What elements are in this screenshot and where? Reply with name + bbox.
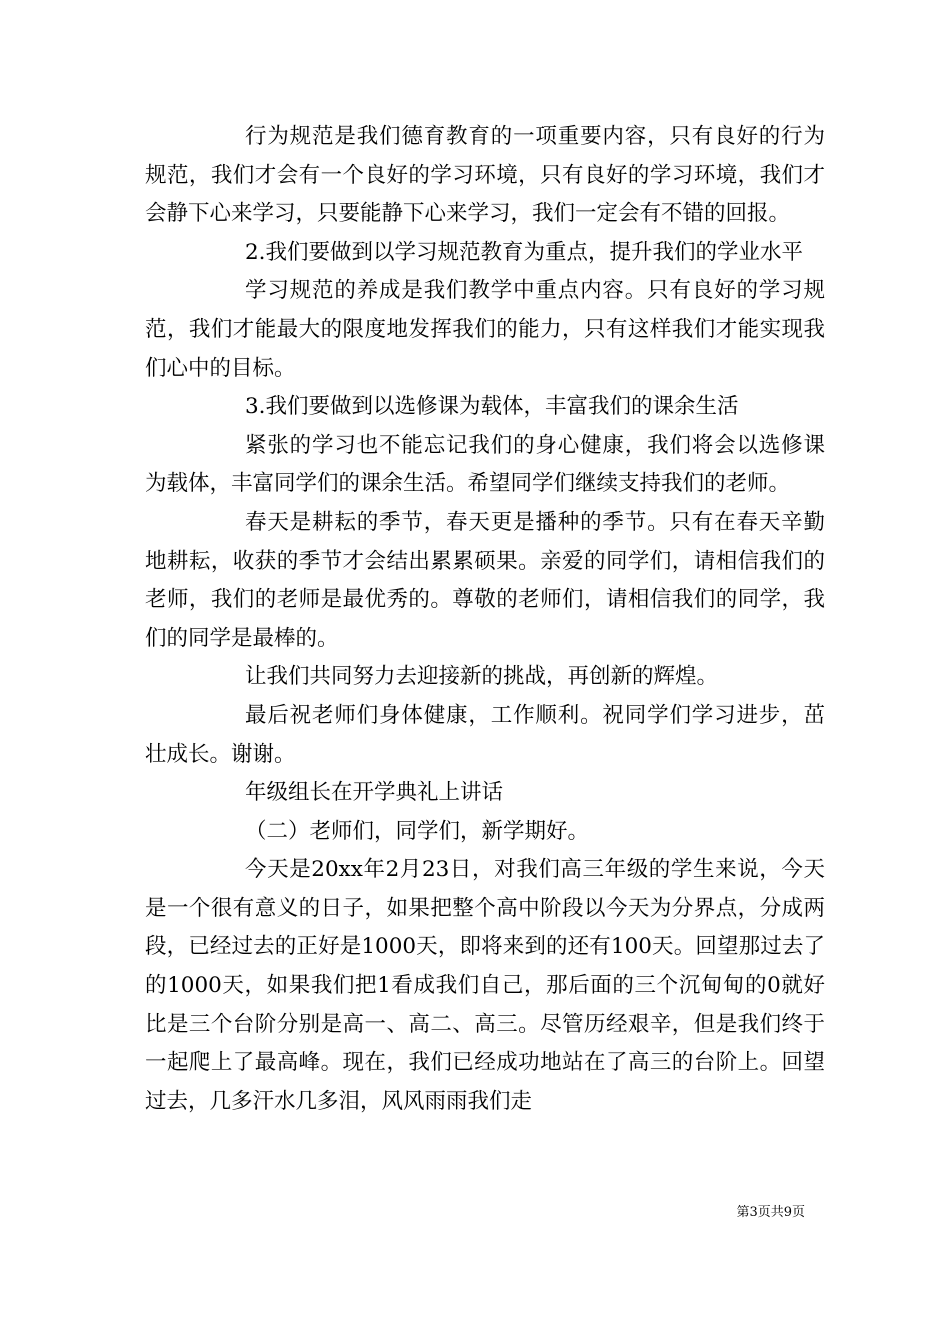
paragraph-closing-wishes: 最后祝老师们身体健康，工作顺利。祝同学们学习进步，茁壮成长。谢谢。 [145,702,825,767]
paragraph-behavior-norms: 行为规范是我们德育教育的一项重要内容，只有良好的行为规范，我们才会有一个良好的学习环境，只有良好的学习环境，我们才会静下心来学习，只要能静下心来学习，我们一定会有不错的回报。 [145,124,825,227]
section-heading-electives: 3.我们要做到以选修课为载体，丰富我们的课余生活 [245,394,739,420]
paragraph-challenge: 让我们共同努力去迎接新的挑战，再创新的辉煌。 [245,664,719,690]
paragraph-today: 今天是20xx年2月23日，对我们高三年级的学生来说，今天是一个很有意义的日子，如果把整个高中阶段以今天为分界点，分成两段，已经过去的正好是1000天，即将来到的还有100天。回望那过去了的1000天，如果我们把1看成我们自己，那后面的三个沉甸甸的0就好比是三个台阶分别是高一、高二、高三。尽管历经艰辛，但是我们终于一起爬上了最高峰。现在，我们已经成功地站在了高三的台阶上。回望过去，几多汗水几多泪，风风雨雨我们走 [145,857,825,1114]
paragraph-study-norms: 学习规范的养成是我们教学中重点内容。只有良好的学习规范，我们才能最大的限度地发挥我们的能力，只有这样我们才能实现我们心中的目标。 [145,278,825,381]
section-heading-study-norms: 2.我们要做到以学习规范教育为重点，提升我们的学业水平 [245,239,804,265]
page-number-label: 第3页共9页 [736,1205,805,1220]
page-footer [736,1205,805,1221]
speech-title: 年级组长在开学典礼上讲话 [245,780,504,806]
speech-greeting: （二）老师们，同学们，新学期好。 [245,818,590,844]
paragraph-spring: 春天是耕耘的季节，春天更是播种的季节。只有在春天辛勤地耕耘，收获的季节才会结出累累硕果。亲爱的同学们，请相信我们的老师，我们的老师是最优秀的。尊敬的老师们，请相信我们的同学，我们的同学是最棒的。 [145,509,825,651]
document-body [145,118,825,1121]
paragraph-electives: 紧张的学习也不能忘记我们的身心健康，我们将会以选修课为载体，丰富同学们的课余生活。希望同学们继续支持我们的老师。 [145,432,825,497]
